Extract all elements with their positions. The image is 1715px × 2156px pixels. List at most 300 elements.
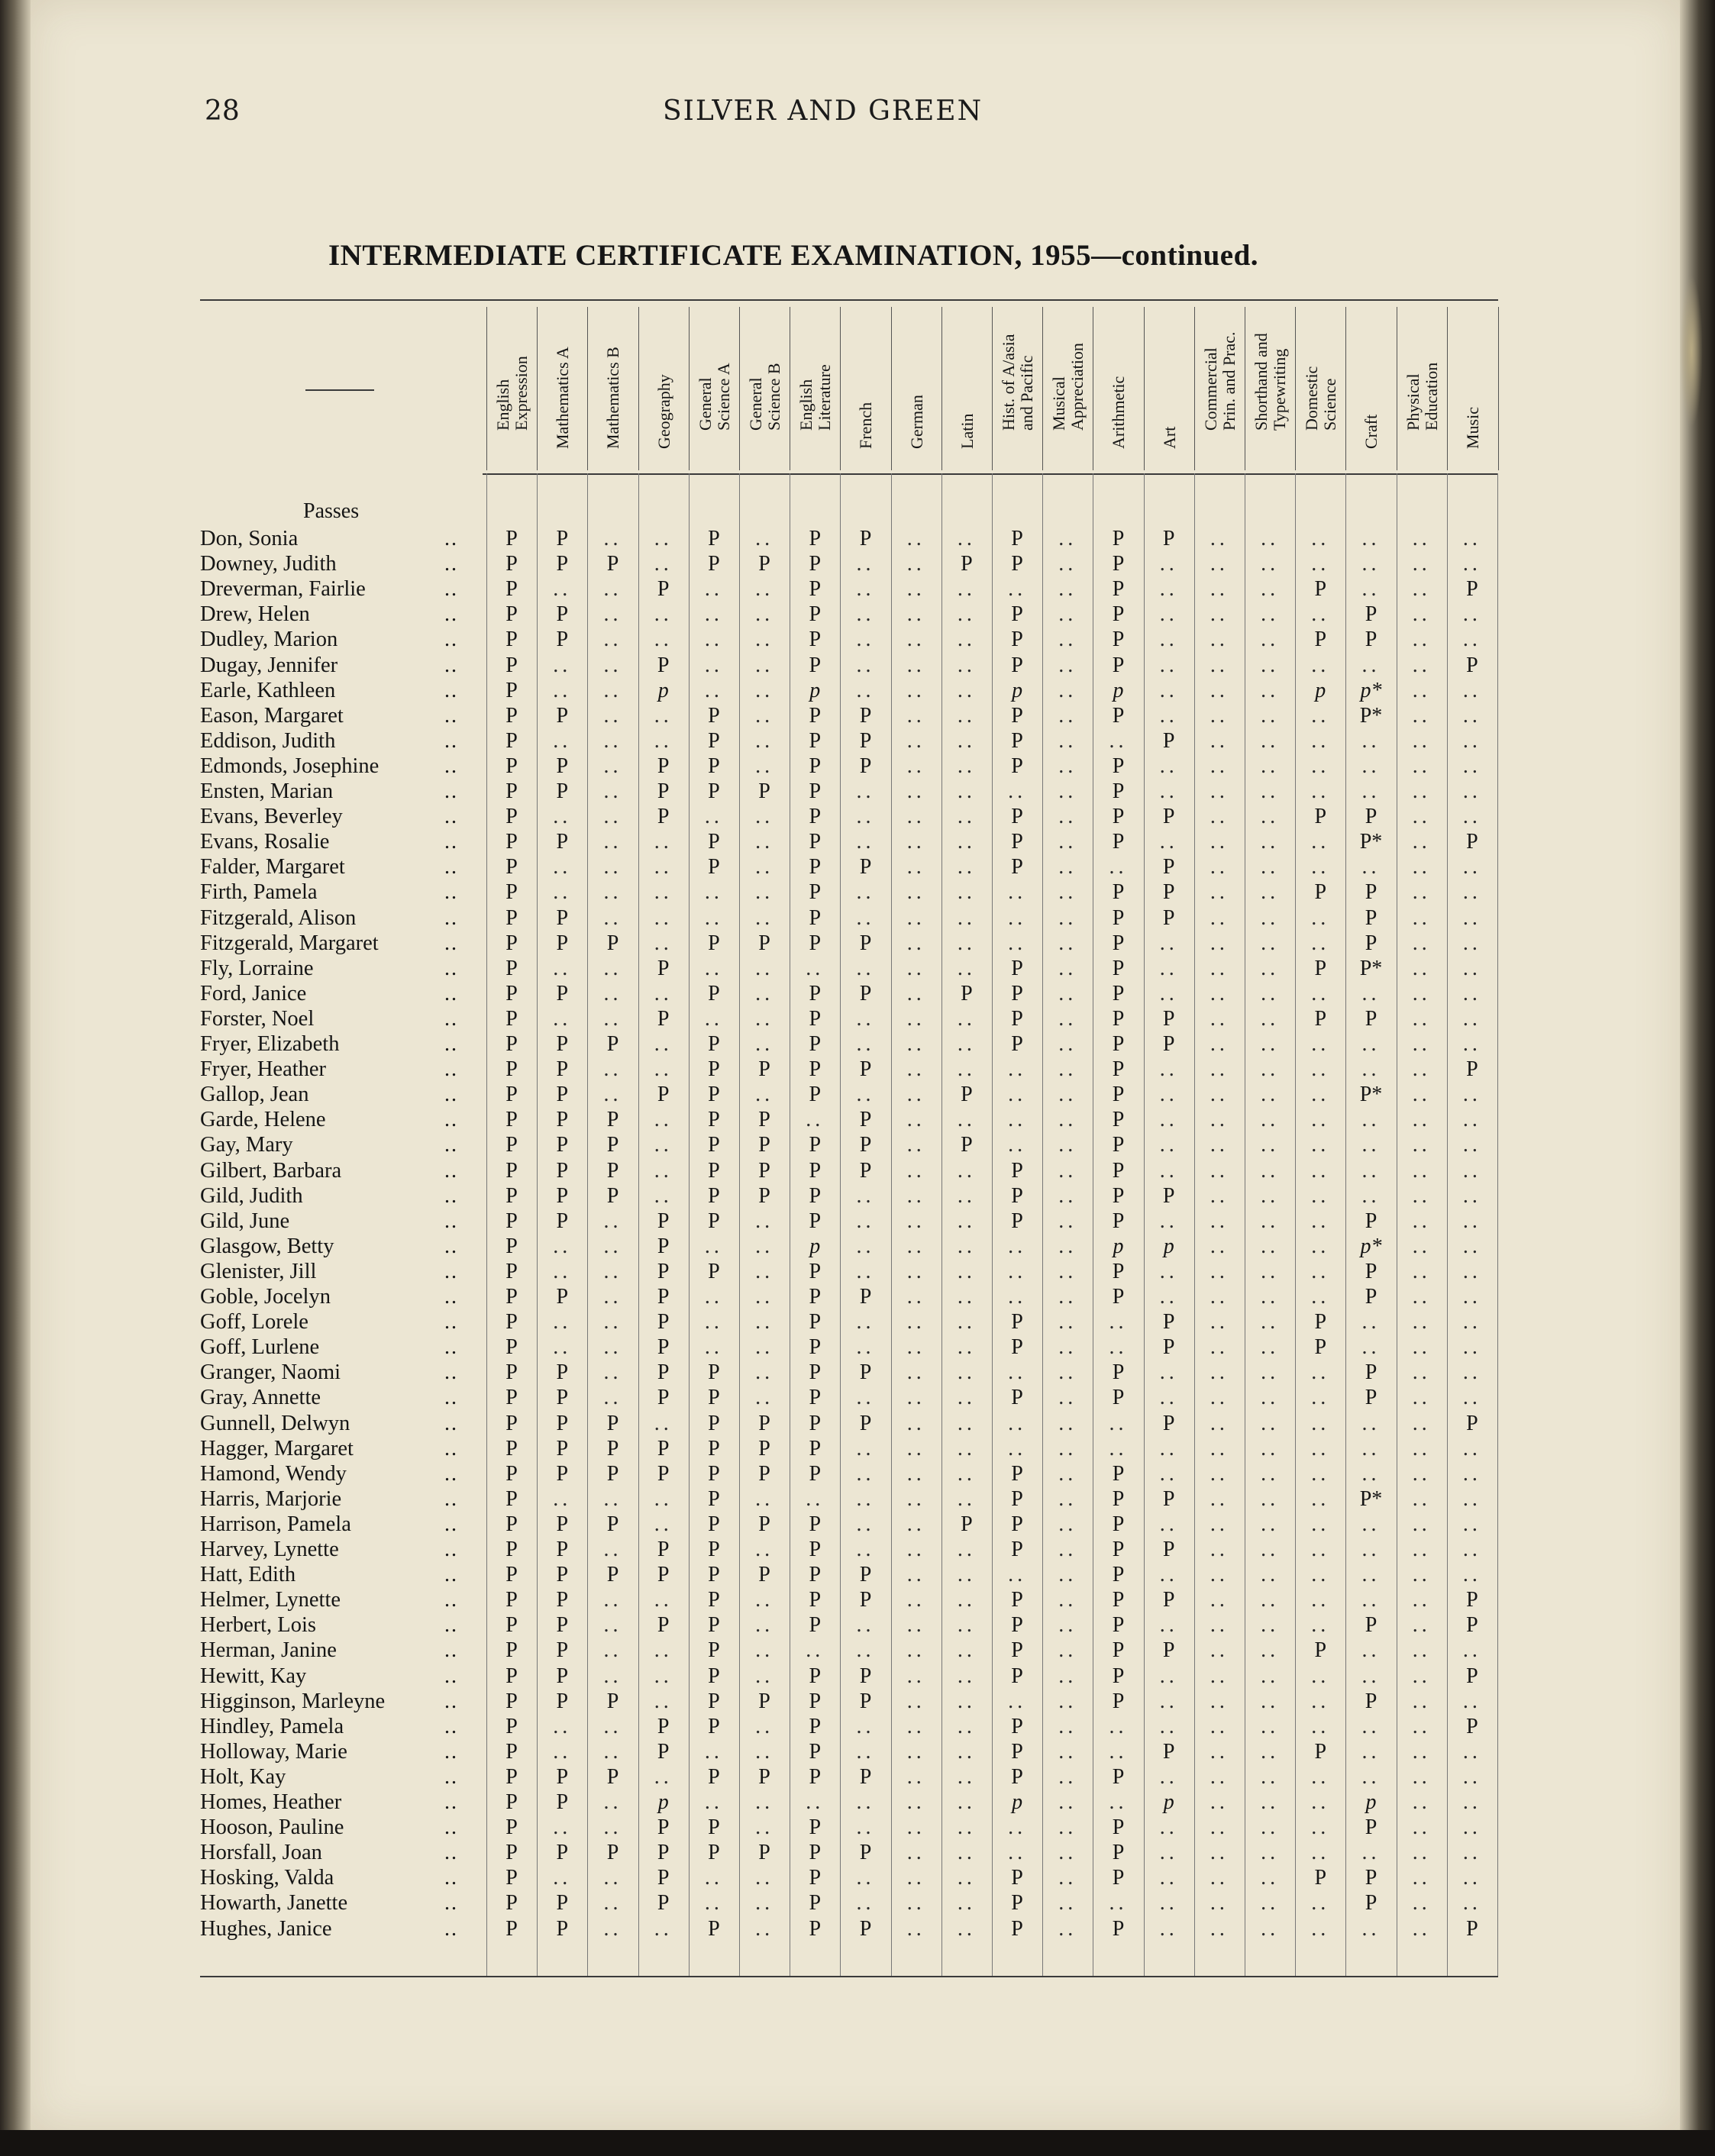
result-cell: .. [906, 1183, 925, 1208]
result-cell: .. [906, 880, 925, 905]
result-cell: .. [1361, 1714, 1381, 1738]
table-row [200, 602, 1498, 628]
student-name: Fitzgerald, Margaret [200, 931, 379, 955]
result-cell: P [1112, 1057, 1125, 1082]
result-cell: P [708, 552, 720, 576]
result-cell: P [708, 1613, 720, 1638]
result-cell: .. [957, 1386, 976, 1410]
result-cell: .. [906, 1916, 925, 1941]
student-name: Evans, Beverley [200, 805, 343, 829]
result-cell: .. [1412, 1841, 1431, 1865]
leader-dots: .. [444, 1512, 458, 1536]
result-cell: .. [1412, 1538, 1431, 1561]
result-cell: P [1112, 1133, 1125, 1157]
result-cell: P [961, 1133, 973, 1157]
result-cell: P [1314, 1006, 1327, 1031]
result-cell: .. [755, 602, 774, 627]
student-name: Glenister, Jill [200, 1259, 317, 1283]
result-cell: .. [906, 1790, 925, 1814]
result-cell: .. [1412, 1386, 1431, 1410]
result-cell: .. [906, 1841, 925, 1865]
result-cell: P* [1359, 1083, 1383, 1107]
result-cell: P [809, 1310, 822, 1335]
result-cell: .. [1008, 577, 1027, 602]
result-cell: .. [553, 1866, 572, 1890]
result-cell: .. [1462, 1436, 1481, 1460]
result-cell: .. [1361, 728, 1381, 753]
student-name: Hewitt, Kay [200, 1664, 307, 1688]
leader-dots: .. [444, 956, 458, 980]
result-cell: .. [1412, 1689, 1431, 1713]
column-header-label: Craft [1361, 414, 1381, 449]
result-cell: .. [1311, 1032, 1330, 1056]
result-cell: .. [1058, 552, 1077, 576]
result-cell: .. [1058, 1083, 1077, 1107]
result-cell: P [505, 1158, 518, 1183]
result-cell: P [1365, 1891, 1377, 1916]
leader-dots: .. [444, 754, 458, 778]
result-cell: P [1365, 1689, 1377, 1713]
result-cell: .. [1311, 1411, 1330, 1435]
result-cell: .. [755, 880, 774, 905]
result-cell: .. [1058, 1032, 1077, 1056]
result-cell: .. [1412, 1310, 1431, 1335]
result-cell: P [1466, 1714, 1478, 1738]
result-cell: P [505, 1739, 518, 1764]
result-cell: .. [1462, 1764, 1481, 1789]
result-cell: P [1112, 1285, 1125, 1309]
leader-dots: .. [444, 1613, 458, 1638]
result-cell: .. [654, 981, 673, 1005]
table-row [200, 1184, 1498, 1209]
result-cell: P [505, 1006, 518, 1031]
result-cell: .. [1210, 1689, 1229, 1713]
result-cell: .. [553, 1739, 572, 1764]
result-cell: P* [1359, 830, 1383, 854]
result-cell: .. [1159, 1285, 1178, 1309]
result-cell: P [809, 728, 822, 753]
result-cell: P [556, 1285, 569, 1309]
result-cell: .. [1261, 577, 1280, 602]
result-cell: .. [1008, 905, 1027, 930]
result-cell: .. [1361, 779, 1381, 803]
result-cell: .. [1058, 1411, 1077, 1435]
page-number: 28 [205, 95, 240, 127]
result-cell: P [1011, 1916, 1023, 1941]
result-cell: .. [603, 1285, 622, 1309]
result-cell: .. [1210, 1032, 1229, 1056]
result-cell: .. [856, 1739, 875, 1764]
result-cell: P [657, 1538, 670, 1561]
result-cell: .. [704, 628, 723, 652]
result-cell: .. [1058, 754, 1077, 778]
result-cell: .. [1361, 754, 1381, 778]
leader-dots: .. [444, 905, 458, 930]
result-cell: .. [755, 577, 774, 602]
result-cell: .. [553, 1714, 572, 1738]
result-cell: P [859, 703, 872, 728]
result-cell: .. [1261, 678, 1280, 702]
student-name: Firth, Pamela [200, 880, 318, 905]
result-cell: .. [1261, 1259, 1280, 1283]
result-cell: P [1011, 1335, 1023, 1360]
result-cell: .. [957, 653, 976, 677]
student-name: Falder, Margaret [200, 855, 345, 880]
result-cell: .. [553, 1815, 572, 1840]
leader-dots: .. [444, 1841, 458, 1865]
result-cell: P [1112, 1461, 1125, 1486]
result-cell: .. [1412, 1664, 1431, 1688]
leader-dots: .. [444, 653, 458, 677]
student-name: Holloway, Marie [200, 1739, 347, 1764]
result-cell: .. [755, 1638, 774, 1663]
result-cell: .. [1412, 805, 1431, 829]
result-cell: .. [957, 1866, 976, 1890]
result-cell: P [657, 1234, 670, 1258]
result-cell: .. [957, 1335, 976, 1360]
result-cell: .. [1361, 1664, 1381, 1688]
result-cell: .. [1058, 1133, 1077, 1157]
result-cell: .. [603, 805, 622, 829]
column-header [1245, 307, 1296, 470]
table-row [200, 957, 1498, 982]
column-header [638, 307, 690, 470]
result-cell: .. [1008, 1133, 1027, 1157]
result-cell: P [1466, 1411, 1478, 1435]
result-cell: .. [1008, 1108, 1027, 1132]
result-cell: P [708, 981, 720, 1005]
table-row [200, 1437, 1498, 1462]
result-cell: .. [906, 1512, 925, 1536]
result-cell: .. [1462, 1183, 1481, 1208]
result-cell: .. [755, 703, 774, 728]
result-cell: .. [1210, 1891, 1229, 1916]
result-cell: .. [1412, 1563, 1431, 1587]
result-cell: P [1011, 754, 1023, 778]
result-cell: .. [755, 527, 774, 550]
table-row [200, 1866, 1498, 1891]
result-cell: .. [603, 1486, 622, 1511]
result-cell: .. [1462, 1386, 1481, 1410]
result-cell: .. [957, 1461, 976, 1486]
result-cell: P [1011, 1486, 1023, 1511]
result-cell: P [809, 1259, 822, 1283]
result-cell: P [1011, 728, 1023, 753]
column-header [1194, 307, 1245, 470]
result-cell: .. [1412, 1891, 1431, 1916]
result-cell: P [556, 779, 569, 803]
result-cell: .. [755, 1664, 774, 1688]
table-row [200, 1588, 1498, 1613]
result-cell: .. [1210, 1764, 1229, 1789]
result-cell: .. [957, 1486, 976, 1511]
result-cell: .. [1261, 956, 1280, 980]
result-cell: P [1112, 1689, 1125, 1713]
result-cell: P [505, 1891, 518, 1916]
result-cell: .. [1412, 981, 1431, 1005]
result-cell: P [1011, 703, 1023, 728]
result-cell: .. [906, 905, 925, 930]
table-row [200, 1310, 1498, 1335]
result-cell: .. [1058, 1360, 1077, 1385]
result-cell: .. [603, 1360, 622, 1385]
result-cell: .. [603, 1866, 622, 1890]
result-cell: .. [1261, 628, 1280, 652]
result-cell: .. [1058, 905, 1077, 930]
result-cell: P [1365, 905, 1377, 930]
result-cell: .. [1261, 1916, 1280, 1941]
result-cell: P [556, 703, 569, 728]
result-cell: .. [1361, 1032, 1381, 1056]
result-cell: .. [1412, 628, 1431, 652]
result-cell: .. [1311, 855, 1330, 880]
leader-dots: .. [444, 1335, 458, 1360]
student-name: Fryer, Elizabeth [200, 1032, 340, 1056]
result-cell: .. [1311, 1486, 1330, 1511]
result-cell: .. [755, 1739, 774, 1764]
result-cell: .. [1462, 628, 1481, 652]
table-row [200, 1235, 1498, 1260]
result-cell: P [809, 1133, 822, 1157]
leader-dots: .. [444, 1689, 458, 1713]
column-header [1447, 307, 1499, 470]
result-cell: P [1162, 527, 1175, 550]
result-cell: .. [1159, 1512, 1178, 1536]
result-cell: P [657, 1386, 670, 1410]
result-cell: P [859, 855, 872, 880]
result-cell: P [505, 1588, 518, 1612]
result-cell: .. [1462, 1108, 1481, 1132]
result-cell: P [1112, 1538, 1125, 1561]
result-cell: .. [704, 1285, 723, 1309]
result-cell: P [1314, 1638, 1327, 1663]
stub-header-dash [305, 389, 374, 391]
result-cell: .. [1058, 1209, 1077, 1233]
result-cell: P [758, 1512, 770, 1536]
result-cell: .. [1210, 1613, 1229, 1638]
result-cell: .. [1210, 1057, 1229, 1082]
result-cell: P [1011, 1158, 1023, 1183]
result-cell: .. [553, 653, 572, 677]
result-cell: P [606, 1841, 619, 1865]
result-cell: P [505, 1664, 518, 1688]
leader-dots: .. [444, 1588, 458, 1612]
result-cell: .. [1462, 1538, 1481, 1561]
result-cell: .. [906, 703, 925, 728]
result-cell: .. [1261, 1057, 1280, 1082]
result-cell: .. [603, 1638, 622, 1663]
student-name: Eddison, Judith [200, 728, 336, 753]
result-cell: .. [1311, 1209, 1330, 1233]
result-cell: P [1365, 1386, 1377, 1410]
leader-dots: .. [444, 602, 458, 627]
result-cell: .. [806, 1790, 825, 1814]
result-cell: P [961, 1083, 973, 1107]
result-cell: P [1011, 1461, 1023, 1486]
result-cell: .. [1261, 1714, 1280, 1738]
result-cell: .. [1412, 1790, 1431, 1814]
result-cell: .. [1109, 1739, 1128, 1764]
result-cell: .. [1462, 931, 1481, 955]
column-header-label: Mathematics B [603, 347, 623, 449]
result-cell: P [1466, 830, 1478, 854]
result-cell: .. [1210, 1234, 1229, 1258]
result-cell: .. [957, 1259, 976, 1283]
result-cell: P [1011, 1638, 1023, 1663]
result-cell: .. [1058, 1512, 1077, 1536]
table-row [200, 1512, 1498, 1538]
result-cell: P [606, 1133, 619, 1157]
result-cell: .. [1361, 1057, 1381, 1082]
result-cell: P [1011, 552, 1023, 576]
result-cell: P [1112, 602, 1125, 627]
result-cell: .. [856, 830, 875, 854]
leader-dots: .. [444, 1183, 458, 1208]
result-cell: .. [1058, 678, 1077, 702]
result-cell: P [505, 1866, 518, 1890]
result-cell: .. [1058, 653, 1077, 677]
result-cell: .. [957, 1916, 976, 1941]
result-cell: p [809, 1234, 821, 1258]
result-cell: P [556, 830, 569, 854]
result-cell: P [809, 1815, 822, 1840]
result-cell: .. [755, 1891, 774, 1916]
column-header-label: English Literature [796, 364, 835, 431]
result-cell: P [1112, 577, 1125, 602]
result-cell: .. [957, 1310, 976, 1335]
result-cell: P [859, 1764, 872, 1789]
result-cell: .. [1462, 905, 1481, 930]
result-cell: .. [1261, 931, 1280, 955]
result-cell: .. [1210, 1183, 1229, 1208]
result-cell: p* [1360, 1234, 1382, 1258]
result-cell: .. [603, 1259, 622, 1283]
result-cell: P [1314, 1866, 1327, 1890]
result-cell: .. [1109, 728, 1128, 753]
result-cell: P [556, 1613, 569, 1638]
student-name: Harvey, Lynette [200, 1538, 339, 1561]
leader-dots: .. [444, 1815, 458, 1840]
result-cell: .. [1008, 779, 1027, 803]
leader-dots: .. [444, 1083, 458, 1107]
result-cell: .. [906, 1563, 925, 1587]
result-cell: P [1365, 1006, 1377, 1031]
result-cell: .. [553, 577, 572, 602]
column-header [486, 307, 538, 470]
result-cell: .. [603, 1664, 622, 1688]
result-cell: P [657, 1866, 670, 1890]
result-cell: .. [1159, 1815, 1178, 1840]
result-cell: .. [1261, 880, 1280, 905]
result-cell: P [556, 1386, 569, 1410]
result-cell: P [1162, 805, 1175, 829]
result-cell: .. [553, 728, 572, 753]
table-row [200, 1462, 1498, 1487]
result-cell: P [657, 1335, 670, 1360]
result-cell: P [809, 1032, 822, 1056]
result-cell: .. [1210, 1158, 1229, 1183]
result-cell: P [859, 1411, 872, 1435]
result-cell: P [657, 754, 670, 778]
result-cell: P [505, 1032, 518, 1056]
result-cell: .. [603, 981, 622, 1005]
result-cell: P [1011, 1538, 1023, 1561]
student-name: Gay, Mary [200, 1133, 293, 1157]
column-header-label: French [856, 402, 876, 449]
table-row [200, 1841, 1498, 1866]
result-cell: P [859, 1133, 872, 1157]
result-cell: P [505, 1689, 518, 1713]
result-cell: .. [603, 1310, 622, 1335]
result-cell: P [556, 1461, 569, 1486]
result-cell: .. [806, 1486, 825, 1511]
leader-dots: .. [444, 1006, 458, 1031]
result-cell: P [708, 1209, 720, 1233]
result-cell: P [505, 905, 518, 930]
result-cell: P [1011, 1764, 1023, 1789]
result-cell: P [758, 1108, 770, 1132]
result-cell: P [505, 1916, 518, 1941]
result-cell: .. [957, 678, 976, 702]
result-cell: .. [1210, 1006, 1229, 1031]
table-row [200, 1260, 1498, 1285]
result-cell: P [1112, 1158, 1125, 1183]
result-cell: P [1011, 1183, 1023, 1208]
result-cell: P [1011, 1613, 1023, 1638]
result-cell: P [606, 1108, 619, 1132]
result-cell: .. [1462, 981, 1481, 1005]
result-cell: .. [1462, 1285, 1481, 1309]
result-cell: P [1011, 1512, 1023, 1536]
result-cell: P [758, 779, 770, 803]
result-cell: .. [906, 931, 925, 955]
result-cell: .. [603, 527, 622, 550]
result-cell: .. [1261, 1638, 1280, 1663]
result-cell: .. [856, 1436, 875, 1460]
result-cell: .. [906, 527, 925, 550]
result-cell: .. [603, 628, 622, 652]
result-cell: .. [957, 1285, 976, 1309]
result-cell: .. [1058, 602, 1077, 627]
result-cell: .. [654, 1411, 673, 1435]
result-cell: P [556, 1360, 569, 1385]
result-cell: .. [1261, 1234, 1280, 1258]
result-cell: .. [856, 1714, 875, 1738]
result-cell: .. [856, 1209, 875, 1233]
result-cell: .. [654, 1689, 673, 1713]
result-cell: P [758, 1689, 770, 1713]
result-cell: .. [1412, 1285, 1431, 1309]
result-cell: P [1011, 1006, 1023, 1031]
result-cell: .. [1462, 678, 1481, 702]
result-cell: P [1112, 1841, 1125, 1865]
result-cell: .. [755, 1486, 774, 1511]
column-header-label: Art [1159, 426, 1179, 449]
table-row [200, 1007, 1498, 1032]
result-cell: .. [1109, 855, 1128, 880]
result-cell: P [505, 1183, 518, 1208]
result-cell: .. [1008, 1411, 1027, 1435]
result-cell: .. [1361, 1310, 1381, 1335]
result-cell: P [809, 931, 822, 955]
result-cell: P [505, 1563, 518, 1587]
result-cell: .. [755, 1285, 774, 1309]
result-cell: P [556, 931, 569, 955]
result-cell: .. [906, 1486, 925, 1511]
leader-dots: .. [444, 1891, 458, 1916]
result-cell: .. [1311, 931, 1330, 955]
result-cell: P [758, 1563, 770, 1587]
